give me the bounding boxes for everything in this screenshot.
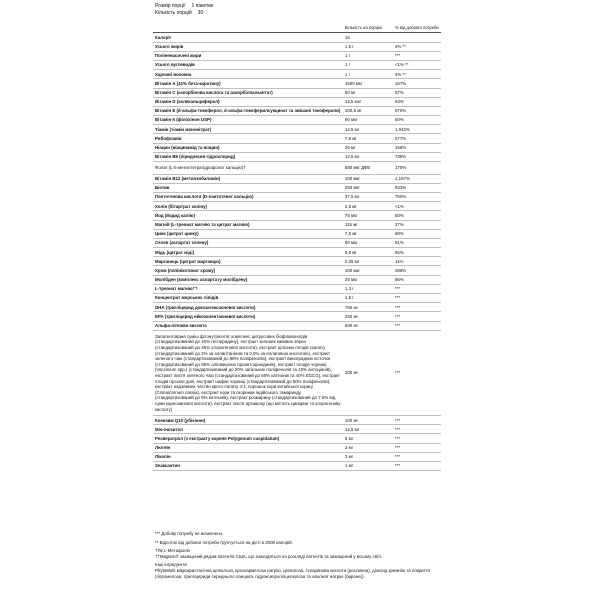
nutrient-amount: 15	[343, 33, 393, 42]
table-row	[153, 70, 441, 79]
nutrient-amount: 50 мкг	[343, 238, 393, 247]
nutrient-amount: 7,5 мг	[343, 229, 393, 238]
nutrient-amount: 12,5 мг	[343, 425, 393, 434]
nutrient-amount: 200 мг	[343, 330, 393, 415]
nutrient-name: Рибофлавін	[153, 134, 343, 143]
table-row	[153, 116, 441, 125]
table-row	[153, 462, 441, 471]
nutrient-dv: 11%	[393, 257, 441, 266]
nutrient-name: Ніацин (ніацинамід та ніацин)	[153, 143, 343, 152]
table-row	[153, 284, 441, 293]
nutrient-amount: 1,5 г	[343, 42, 393, 51]
nutrient-name: Вітамін D (холекальциферол)	[153, 97, 343, 106]
nutrient-amount: 115 мг	[343, 220, 393, 229]
nutrient-dv: 750%	[393, 192, 441, 201]
nutrient-name: Магній (L-треонат магнію та цитрат магнію)	[153, 220, 343, 229]
nutrient-name: Вітамін E (d-альфа-токоферол, d-альфа-токоферилсукцинат та змішані токофероли)	[153, 106, 343, 115]
nutrient-name: Цинк (цитрат цинку)	[153, 229, 343, 238]
nutrient-amount: 37,5 мг	[343, 192, 393, 201]
table-row	[153, 106, 441, 115]
table-row	[153, 60, 441, 69]
nutrient-name: Усього вуглеводів	[153, 60, 343, 69]
dv-header: % від добової потреби	[393, 24, 441, 33]
nutrient-name: Вітамін С (аскорбінова кислота та аскорбілпальмітат)	[153, 88, 343, 97]
nutrient-name: Міо-інозитол	[153, 425, 343, 434]
nutrient-dv: 4,167%	[393, 174, 441, 183]
table-row	[153, 88, 441, 97]
table-row	[153, 79, 441, 88]
nutrient-dv: ***	[393, 284, 441, 293]
nutrient-amount: 1 г	[343, 51, 393, 60]
nutrient-dv: ***	[393, 51, 441, 60]
table-row	[153, 330, 441, 415]
nutrient-amount: 750 мг	[343, 303, 393, 312]
nutrient-dv: 4% **	[393, 70, 441, 79]
serving-size-label: Розмір порції	[155, 3, 186, 9]
nutrient-name: Вітамін К (філохінон USP)	[153, 116, 343, 125]
nutrient-name: Вітамін А (41% бета-каротину)	[153, 79, 343, 88]
table-row	[153, 33, 441, 42]
nutrient-amount: 3 мг	[343, 443, 393, 452]
table-row	[153, 211, 441, 220]
nutrient-dv: 156%	[393, 143, 441, 152]
nutrient-name: Йод (йодид калію)	[153, 211, 343, 220]
nutrient-amount: 7,5 мг	[343, 134, 393, 143]
nutrient-dv: 170%	[393, 162, 441, 175]
nutrient-amount: 100,5 мг	[343, 106, 393, 115]
nutrient-amount: 5 мг	[343, 434, 393, 443]
nutrient-amount: 60 мкг	[343, 116, 393, 125]
nutrient-amount: 12,5 мг	[343, 125, 393, 134]
nutrient-amount: 600 мг	[343, 321, 393, 330]
nutrient-dv: 63%	[393, 97, 441, 106]
nutrient-dv	[393, 33, 441, 42]
nutrient-name: Молібден (комплекс аспартату молібдену)	[153, 275, 343, 284]
nutrient-dv: ***	[393, 462, 441, 471]
table-row	[153, 312, 441, 321]
nutrient-name: Вітамін В12 (метилкобаламін)	[153, 174, 343, 183]
nutrient-dv: 68%	[393, 229, 441, 238]
table-row	[153, 174, 441, 183]
nutrient-dv: 67%	[393, 88, 441, 97]
table-row	[153, 248, 441, 257]
nutrient-amount: 12,5 мг	[343, 152, 393, 161]
table-row	[153, 97, 441, 106]
table-row	[153, 220, 441, 229]
nutrient-dv: ***	[393, 416, 441, 425]
table-row	[153, 42, 441, 51]
table-header-row	[153, 24, 441, 33]
nutrient-dv: 577%	[393, 134, 441, 143]
facts-table	[153, 24, 441, 471]
nutrient-name: Поліненасичені жири	[153, 51, 343, 60]
table-row	[153, 202, 441, 211]
table-row	[153, 51, 441, 60]
nutrient-name: Мідь (цитрат міді)	[153, 248, 343, 257]
nutrient-dv: ***	[393, 312, 441, 321]
serving-info	[155, 3, 213, 17]
nutrient-dv: 91%	[393, 238, 441, 247]
nutrient-name: EPA (тригліцерид ейкозапентаєнової кислоти)	[153, 312, 343, 321]
nutrient-name: Запатентована суміш фітонутрієнтів: комплекс цитрусових біофлавоноїдів (стандартизований до 40% гесперидину), екстракт зелених кавових зерен (стандартизований до 45% хлорогенової кислоти), екстракт цілісних плодів гранату (стандартизований до 2% за еллагітаніном та 0,5% за еллаговою кислотою), екстракт зеленого чаю (стандартизований до 98% поліфенолів), екстракт виноградних кісточок (стандартизований до 95% олігомерних проантоціанідинів), екстракт плодів чорниці (Vaccinium spp.) (стандартизований до 20% загальних поліфенолів та 15% антоціанів), екстракт листя зеленого чаю (стандартизований до 60% катехінів та 40% EGCG), екстракт плодів гірської дині, екстракт шкірки чорниці (стандартизований до 50% поліфенолів), екстракт надземних частин кресс-салату 4:1, порошок кори китайської кориці (Cinnamomum cassia), екстракт кори та скоринки індійського тамаринду (стандартизований до 6% катехінів), екстракт розмарину (стандартизований до 7.6% від суми карнозинової кислоти), екстракт листя артишоку (що містить цинарин та хлорогенову кислоту)	[153, 330, 343, 415]
nutrient-name: Марганець (цитрат марганцю)	[153, 257, 343, 266]
nutrient-amount: 1 мг	[343, 462, 393, 471]
nutrient-dv: ***	[393, 330, 441, 415]
nutrient-dv: 670%	[393, 106, 441, 115]
table-row	[153, 183, 441, 192]
nutrient-name: Концентрат морських ліпідів	[153, 294, 343, 303]
footnote: *** Добову потребу не визначено.	[155, 531, 224, 536]
nutrient-name: Тіамін (тіамін мононітрат)	[153, 125, 343, 134]
nutrient-dv: 56%	[393, 248, 441, 257]
table-row	[153, 275, 441, 284]
table-row	[153, 452, 441, 461]
nutrient-dv: 286%	[393, 266, 441, 275]
footnote: Інші інгредієнти PhytoMulti мікрокристалічна целюлоза, кроскармелоза натрію, целюлоза, стеаринова кислота (рослинна), діоксид кремнію та покриття (гіпромелоза, тригліцериди середнього ланцюга, гідроксипропілцелюлоза та альгінат натрію (бароне)).	[155, 562, 430, 579]
nutrient-dv: 50%	[393, 116, 441, 125]
table-row	[153, 266, 441, 275]
nutrient-amount: 100 мкг	[343, 266, 393, 275]
nutrient-name: Біотин	[153, 183, 343, 192]
nutrient-dv: 833%	[393, 183, 441, 192]
servings-value: 30	[197, 10, 204, 16]
nutrient-amount: 1,5 г	[343, 294, 393, 303]
header-blank	[153, 24, 343, 33]
nutrient-dv: 50%	[393, 211, 441, 220]
nutrient-dv: ***	[393, 425, 441, 434]
nutrient-name: Усього жирів	[153, 42, 343, 51]
table-row	[153, 416, 441, 425]
table-row	[153, 238, 441, 247]
nutrient-amount: 0,5 мг	[343, 248, 393, 257]
table-row	[153, 125, 441, 134]
nutrient-name: Альфа-ліпоєва кислота	[153, 321, 343, 330]
nutrient-dv: 56%	[393, 275, 441, 284]
nutrient-dv: 2% **	[393, 42, 441, 51]
nutrient-name: Пантотенова кислота (D-пантотенат кальцію)	[153, 192, 343, 201]
serving-size	[155, 3, 213, 10]
table-row	[153, 294, 441, 303]
nutrient-dv: ***	[393, 294, 441, 303]
table-row	[153, 229, 441, 238]
nutrient-amount: 12,5 мкг	[343, 97, 393, 106]
nutrient-dv: <1%	[393, 202, 441, 211]
footnotes	[155, 531, 445, 582]
nutrient-amount: 100 мкг	[343, 174, 393, 183]
table-row	[153, 143, 441, 152]
nutrient-amount: 1 г	[343, 70, 393, 79]
table-row	[153, 134, 441, 143]
table-row	[153, 152, 441, 161]
nutrient-amount: 1 г	[343, 60, 393, 69]
nutrient-name: Хром (полінікотинат хрому)	[153, 266, 343, 275]
nutrient-name: Селен (аспартат селену)	[153, 238, 343, 247]
servings-label: Кількість порцій	[155, 10, 192, 16]
nutrient-name: Лютеїн	[153, 443, 343, 452]
nutrient-amount: 0,25 мг	[343, 257, 393, 266]
footnote: †Як L-Метафолін ††Magtein® захищений рядом патентів США, що знаходяться на розгляді патентів та захищений у всьому світі.	[155, 548, 383, 559]
table-row	[153, 321, 441, 330]
nutrient-name: Ресвератрол (з екстракту кореня Polygonum cuspidatum)	[153, 434, 343, 443]
nutrient-dv: ***	[393, 303, 441, 312]
nutrient-name: Вітамін В6 (піридоксин гідрохлорид)	[153, 152, 343, 161]
serving-size-value: 1 пакетик	[191, 3, 214, 9]
table-row	[153, 443, 441, 452]
nutrient-name: Холін (бітартрат холіну)	[153, 202, 343, 211]
nutrient-amount: 1,3 г	[343, 284, 393, 293]
nutrient-name: Фолат (L-5-метилтетрагідрофолат кальцію)†	[153, 162, 343, 175]
nutrient-name: Лікопін	[153, 452, 343, 461]
nutrient-amount: 60 мг	[343, 88, 393, 97]
nutrient-amount: 100 мг	[343, 416, 393, 425]
nutrient-dv: 27%	[393, 220, 441, 229]
table-row	[153, 425, 441, 434]
table-row	[153, 303, 441, 312]
nutrient-amount: 680 мкг ДФЕ	[343, 162, 393, 175]
nutrient-dv: 735%	[393, 152, 441, 161]
table-row	[153, 162, 441, 175]
nutrient-amount: 1500 мкг	[343, 79, 393, 88]
nutrient-dv: ***	[393, 434, 441, 443]
nutrient-name: L-треонат магнію††	[153, 284, 343, 293]
nutrient-dv: ***	[393, 452, 441, 461]
nutrient-name: Харчові волокна	[153, 70, 343, 79]
servings-per-container	[155, 10, 213, 17]
nutrient-name: Зеаксантин	[153, 462, 343, 471]
nutrient-amount: 2,5 мг	[343, 202, 393, 211]
table-row	[153, 192, 441, 201]
nutrient-dv: 167%	[393, 79, 441, 88]
nutrient-amount: 3 мг	[343, 452, 393, 461]
nutrient-amount: 25 мг	[343, 143, 393, 152]
nutrient-amount: 250 мг	[343, 312, 393, 321]
nutrient-amount: 250 мкг	[343, 183, 393, 192]
nutrient-dv: ***	[393, 443, 441, 452]
amount-header: Кількість на порцію	[343, 24, 393, 33]
nutrient-name: DHA (тригліцерид докозагексаєнової кислоти)	[153, 303, 343, 312]
nutrient-dv: 1,042%	[393, 125, 441, 134]
table-row	[153, 434, 441, 443]
footnote: ** Відсоток від добової потреби ґрунтується на дієті в 2000 калорій.	[155, 539, 293, 545]
nutrient-name: Калорії	[153, 33, 343, 42]
table-row	[153, 257, 441, 266]
nutrient-dv: ***	[393, 321, 441, 330]
nutrient-amount: 75 мкг	[343, 211, 393, 220]
nutrient-name: Коензим Q10 (убіхінон)	[153, 416, 343, 425]
nutrient-dv: <1% **	[393, 60, 441, 69]
nutrient-amount: 25 мкг	[343, 275, 393, 284]
